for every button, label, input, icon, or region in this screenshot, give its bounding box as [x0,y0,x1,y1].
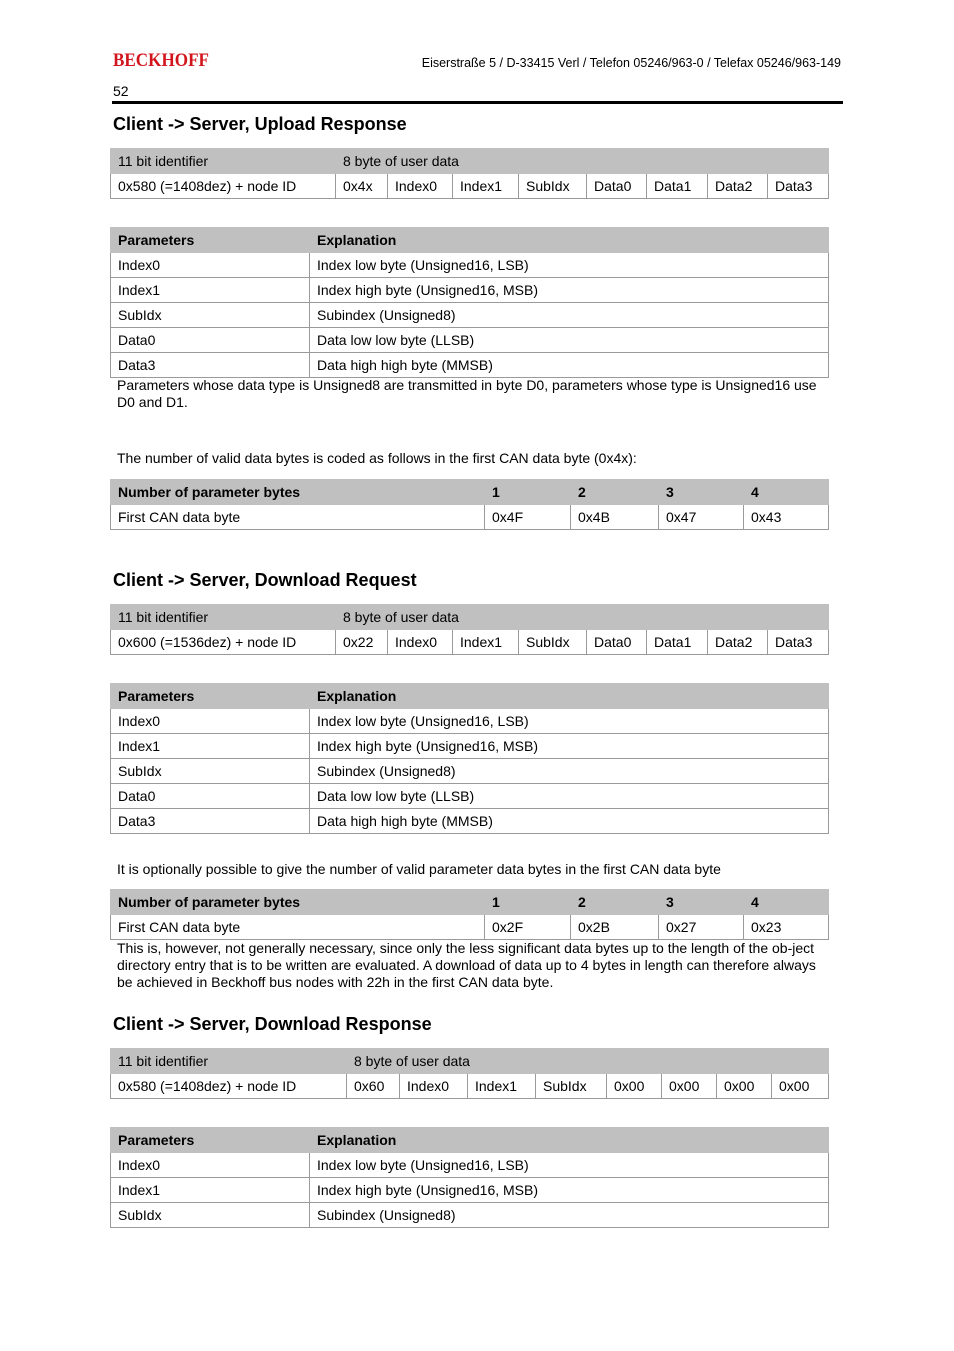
table-row [111,809,829,834]
byte-cell: 0x4x [336,174,388,199]
byte-cell: Data3 [768,630,829,655]
params-header: Parameters [111,1128,310,1153]
param-name: Data3 [111,809,310,834]
download-response-params-table [110,1127,829,1228]
byte-cell: Data2 [708,174,768,199]
download-coding-table [110,889,829,940]
param-explanation: Index high byte (Unsigned16, MSB) [310,1178,829,1203]
param-explanation: Index high byte (Unsigned16, MSB) [310,734,829,759]
table-row [111,353,829,378]
count-header: 1 [485,890,571,915]
params-header: Parameters [111,228,310,253]
byte-cell: Index0 [400,1074,468,1099]
identifier-cell: 0x600 (=1536dez) + node ID [111,630,336,655]
identifier-cell: 0x580 (=1408dez) + node ID [111,1074,347,1099]
count-header: 4 [744,890,829,915]
row-label: First CAN data byte [111,915,485,940]
download-request-params-table [110,683,829,834]
company-address: Eiserstraße 5 / D-33415 Verl / Telefon 05246/963-0 / Telefax 05246/963-149 [421,56,841,70]
byte-cell: Data2 [708,630,768,655]
section-title-upload-response: Client -> Server, Upload Response [113,114,407,134]
param-name: SubIdx [111,759,310,784]
code-value: 0x4F [485,505,571,530]
byte-cell: SubIdx [519,630,587,655]
byte-cell: SubIdx [536,1074,607,1099]
byte-cell: Index1 [468,1074,536,1099]
download-response-frame-table [110,1048,829,1099]
table-row [111,303,829,328]
page-number: 52 [113,83,129,99]
byte-cell: Index1 [453,174,519,199]
count-header: 3 [659,480,744,505]
code-value: 0x4B [571,505,659,530]
param-name: Data0 [111,784,310,809]
upload-coding-intro: The number of valid data bytes is coded as follows in the first CAN data byte (0x4x): [117,450,637,466]
param-explanation: Subindex (Unsigned8) [310,1203,829,1228]
identifier-header: 11 bit identifier [111,605,336,630]
section-title-download-request: Client -> Server, Download Request [113,570,417,590]
param-name: Index1 [111,1178,310,1203]
param-explanation: Data high high byte (MMSB) [310,809,829,834]
param-name: Index0 [111,253,310,278]
identifier-header: 11 bit identifier [111,149,336,174]
row-label: First CAN data byte [111,505,485,530]
param-explanation: Data high high byte (MMSB) [310,353,829,378]
byte-cell: Index0 [388,630,453,655]
upload-response-note: Parameters whose data type is Unsigned8 are transmitted in byte D0, parameters whose type is Unsigned16 use D0 and D1. [117,377,817,410]
param-name: Index0 [111,709,310,734]
param-explanation: Index high byte (Unsigned16, MSB) [310,278,829,303]
table-row [111,784,829,809]
bytes-count-header: Number of parameter bytes [111,480,485,505]
param-name: Index1 [111,734,310,759]
count-header: 1 [485,480,571,505]
code-value: 0x43 [744,505,829,530]
section-title-download-response: Client -> Server, Download Response [113,1014,432,1034]
explanation-header: Explanation [310,684,829,709]
param-explanation: Subindex (Unsigned8) [310,759,829,784]
byte-cell: SubIdx [519,174,587,199]
code-value: 0x2B [571,915,659,940]
upload-response-params-table [110,227,829,378]
count-header: 4 [744,480,829,505]
byte-cell: 0x00 [772,1074,829,1099]
byte-cell: 0x22 [336,630,388,655]
table-row [111,759,829,784]
table-row [111,1203,829,1228]
byte-cell: Data1 [647,174,708,199]
param-explanation: Index low byte (Unsigned16, LSB) [310,1153,829,1178]
param-explanation: Subindex (Unsigned8) [310,303,829,328]
table-row [111,1178,829,1203]
param-name: SubIdx [111,1203,310,1228]
params-header: Parameters [111,684,310,709]
explanation-header: Explanation [310,1128,829,1153]
bytes-count-header: Number of parameter bytes [111,890,485,915]
header-rule [112,101,843,104]
explanation-header: Explanation [310,228,829,253]
download-coding-intro: It is optionally possible to give the number of valid parameter data bytes in the first CAN data byte [117,861,721,877]
table-row [111,709,829,734]
download-request-frame-table [110,604,829,655]
count-header: 2 [571,480,659,505]
param-explanation: Data low low byte (LLSB) [310,328,829,353]
user-data-header: 8 byte of user data [336,605,829,630]
code-value: 0x27 [659,915,744,940]
byte-cell: Data1 [647,630,708,655]
upload-coding-table [110,479,829,530]
param-name: SubIdx [111,303,310,328]
identifier-cell: 0x580 (=1408dez) + node ID [111,174,336,199]
param-name: Index1 [111,278,310,303]
byte-cell: Index1 [453,630,519,655]
download-request-note: This is, however, not generally necessary, since only the less significant data bytes up to the length of the ob-ject directory entry that is to be written are evaluated. A download of data up to 4 bytes in length can therefore always be achieved in Beckhoff bus nodes with 22h in the first CAN data byte. [117,940,816,990]
table-row [111,1153,829,1178]
beckhoff-logo: BECKHOFF [113,50,209,71]
user-data-header: 8 byte of user data [336,149,829,174]
byte-cell: Data0 [587,630,647,655]
code-value: 0x2F [485,915,571,940]
byte-cell: Data3 [768,174,829,199]
table-row [111,734,829,759]
param-explanation: Data low low byte (LLSB) [310,784,829,809]
table-row [111,278,829,303]
table-row [111,505,829,530]
byte-cell: 0x60 [347,1074,400,1099]
byte-cell: 0x00 [662,1074,717,1099]
table-row [111,915,829,940]
byte-cell: 0x00 [717,1074,772,1099]
byte-cell: Index0 [388,174,453,199]
user-data-header: 8 byte of user data [347,1049,829,1074]
count-header: 3 [659,890,744,915]
table-row [111,328,829,353]
param-explanation: Index low byte (Unsigned16, LSB) [310,709,829,734]
param-explanation: Index low byte (Unsigned16, LSB) [310,253,829,278]
code-value: 0x23 [744,915,829,940]
upload-response-frame-table [110,148,829,199]
count-header: 2 [571,890,659,915]
byte-cell: 0x00 [607,1074,662,1099]
byte-cell: Data0 [587,174,647,199]
table-row [111,253,829,278]
param-name: Data3 [111,353,310,378]
param-name: Index0 [111,1153,310,1178]
identifier-header: 11 bit identifier [111,1049,347,1074]
code-value: 0x47 [659,505,744,530]
param-name: Data0 [111,328,310,353]
